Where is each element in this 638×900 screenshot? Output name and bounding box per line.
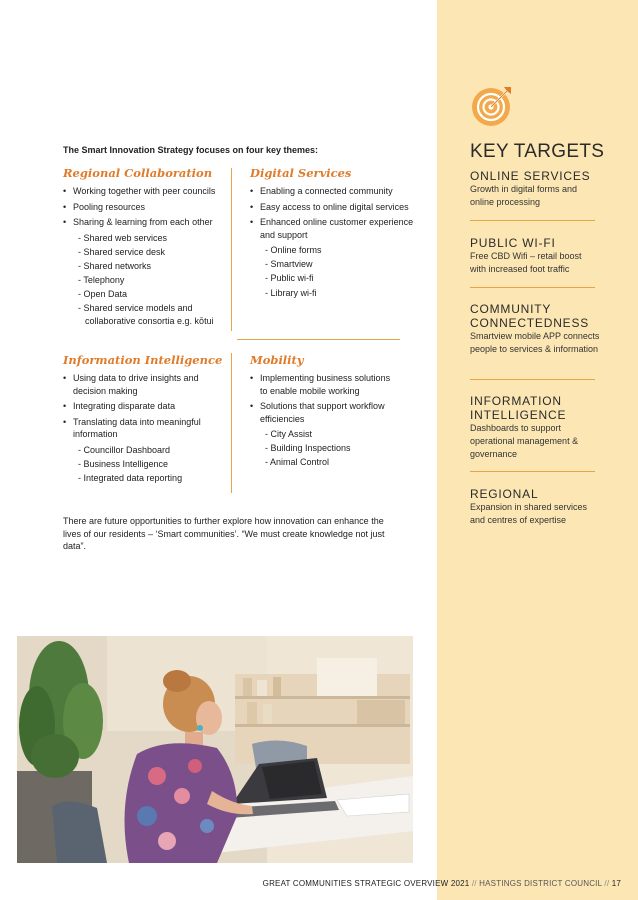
- list-sub-item: - Building Inspections: [250, 442, 400, 455]
- page-footer: [263, 879, 621, 888]
- divider: [231, 168, 232, 331]
- list-sub-item: - Open Data: [63, 288, 231, 301]
- divider: [470, 220, 595, 221]
- list-item: • Solutions that support workflow efficiencies: [250, 400, 400, 425]
- footer-separator: //: [604, 879, 610, 888]
- list-sub-item: - Shared networks: [63, 260, 231, 273]
- list-sub-item: - Business Intelligence: [63, 458, 231, 471]
- footer-separator: //: [471, 879, 477, 888]
- list-sub-item: - Library wi-fi: [250, 287, 420, 300]
- list-sub-item: - Telephony: [63, 274, 231, 287]
- list-sub-item: - Smartview: [250, 258, 420, 271]
- theme-list: [250, 185, 420, 299]
- theme-mobility: [250, 353, 400, 471]
- theme-title: Regional Collaboration: [63, 166, 213, 180]
- list-item: • Easy access to online digital services: [250, 201, 420, 214]
- list-sub-item: - Shared web services: [63, 232, 231, 245]
- list-sub-item: - Public wi-fi: [250, 272, 420, 285]
- key-targets-heading: KEY TARGETS: [470, 141, 605, 162]
- footer-org: HASTINGS DISTRICT COUNCIL: [479, 879, 602, 888]
- list-item: • Enabling a connected community: [250, 185, 420, 198]
- intro-text: The Smart Innovation Strategy focuses on four key themes:: [63, 145, 319, 155]
- list-sub-item: - Animal Control: [250, 456, 400, 469]
- list-sub-item: - City Assist: [250, 428, 400, 441]
- key-target-desc: Dashboards to support operational management & governance: [470, 423, 579, 459]
- divider: [470, 287, 595, 288]
- theme-digital-services: [250, 166, 420, 301]
- list-item: • Enhanced online customer experience and support: [250, 216, 420, 241]
- list-sub-item: - Shared service desk: [63, 246, 231, 259]
- list-sub-item: - Shared service models and collaborative consortia e.g. kōtui: [63, 302, 231, 327]
- list-item: • Translating data into meaningful information: [63, 416, 231, 441]
- key-target-desc: Free CBD Wifi – retail boost with increased foot traffic: [470, 251, 582, 274]
- list-sub-item: - Integrated data reporting: [63, 472, 231, 485]
- list-item: • Working together with peer councils: [63, 185, 231, 198]
- theme-title: Digital Services: [250, 166, 352, 180]
- theme-list: [63, 185, 231, 327]
- key-target-community-connectedness: [470, 302, 600, 356]
- key-target-title: ONLINE SERVICES: [470, 169, 591, 183]
- key-target-online-services: [470, 169, 600, 209]
- key-target-title: INFORMATION INTELLIGENCE: [470, 394, 567, 422]
- divider: [470, 471, 595, 472]
- list-item: • Using data to drive insights and decision making: [63, 372, 231, 397]
- closing-paragraph: There are future opportunities to further explore how innovation can enhance the lives of our residents – ‘Smart communities’. “We must create knowledge not just data”.: [63, 516, 385, 551]
- key-target-title: COMMUNITY CONNECTEDNESS: [470, 302, 590, 330]
- theme-title: Information Intelligence: [63, 353, 223, 367]
- divider: [470, 379, 595, 380]
- theme-information-intelligence: [63, 353, 231, 486]
- list-item: • Integrating disparate data: [63, 400, 231, 413]
- key-target-information-intelligence: [470, 394, 600, 461]
- theme-title: Mobility: [250, 353, 304, 367]
- key-target-regional: [470, 487, 600, 527]
- page-number: 17: [611, 879, 621, 888]
- target-icon: [470, 84, 514, 128]
- key-target-desc: Expansion in shared services and centres of expertise: [470, 502, 588, 525]
- theme-list: [63, 372, 231, 484]
- theme-list: [250, 372, 400, 469]
- list-sub-item: - Online forms: [250, 244, 420, 257]
- list-item: • Implementing business solutions to enable mobile working: [250, 372, 400, 397]
- key-target-public-wifi: [470, 236, 600, 276]
- key-target-desc: Smartview mobile APP connects people to services & information: [470, 331, 600, 354]
- list-sub-item: - Councillor Dashboard: [63, 444, 231, 457]
- divider: [231, 353, 232, 493]
- office-photo: [17, 636, 413, 863]
- key-target-title: PUBLIC WI-FI: [470, 236, 556, 250]
- key-target-title: REGIONAL: [470, 487, 539, 501]
- divider: [237, 339, 400, 340]
- theme-regional-collaboration: [63, 166, 231, 329]
- key-target-desc: Growth in digital forms and online processing: [470, 184, 578, 207]
- footer-doc-title: GREAT COMMUNITIES STRATEGIC OVERVIEW 2021: [262, 879, 470, 888]
- list-item: • Pooling resources: [63, 201, 231, 214]
- list-item: • Sharing & learning from each other: [63, 216, 231, 229]
